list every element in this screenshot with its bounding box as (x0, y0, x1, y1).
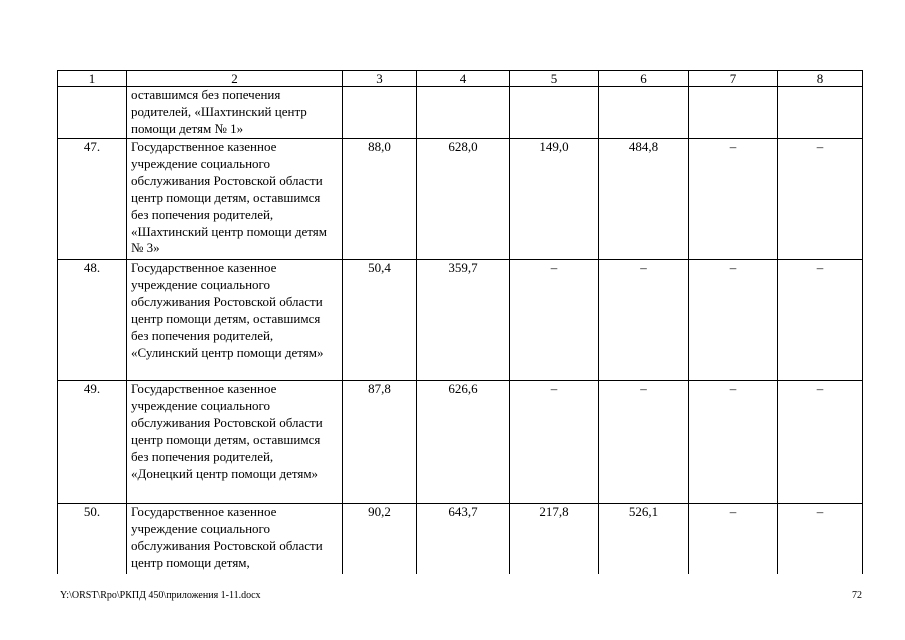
column-number-cell: 2 (127, 71, 343, 87)
column-number-cell: 5 (510, 71, 599, 87)
institution-name-cell: Государственное казенное учреждение социального обслуживания Ростовской области центр помощи детям, оставшимся без попечения родителей, «Донецкий центр помощи детям» (127, 381, 343, 504)
institution-name-cell: Государственное казенное учреждение социального обслуживания Ростовской области центр помощи детям, (127, 504, 343, 574)
value-cell: – (689, 139, 778, 260)
value-cell: 50,4 (343, 260, 417, 381)
institution-name-cell: Государственное казенное учреждение социального обслуживания Ростовской области центр помощи детям, оставшимся без попечения родителей, «Шахтинский центр помощи детям № 3» (127, 139, 343, 260)
appendix-table (57, 70, 863, 574)
value-cell: 643,7 (417, 504, 510, 574)
value-cell: 90,2 (343, 504, 417, 574)
row-number-cell: 48. (58, 260, 127, 381)
value-cell: – (778, 504, 863, 574)
column-number-cell: 1 (58, 71, 127, 87)
table-row (58, 139, 863, 260)
column-number-cell: 4 (417, 71, 510, 87)
value-cell (689, 87, 778, 139)
row-number-cell: 49. (58, 381, 127, 504)
table-row (58, 260, 863, 381)
value-cell: 359,7 (417, 260, 510, 381)
value-cell: 628,0 (417, 139, 510, 260)
page-number: 72 (852, 590, 862, 601)
document-file-path: Y:\ORST\Rpo\РКПД 450\приложения 1-11.docx (60, 590, 261, 601)
value-cell: – (599, 381, 689, 504)
value-cell: 149,0 (510, 139, 599, 260)
value-cell: – (599, 260, 689, 381)
column-number-cell: 8 (778, 71, 863, 87)
value-cell: – (510, 260, 599, 381)
institution-name-cell: оставшимся без попечения родителей, «Шахтинский центр помощи детям № 1» (127, 87, 343, 139)
table-row (58, 381, 863, 504)
value-cell (778, 87, 863, 139)
value-cell (417, 87, 510, 139)
value-cell (510, 87, 599, 139)
value-cell: – (689, 504, 778, 574)
value-cell: – (689, 260, 778, 381)
institution-name-cell: Государственное казенное учреждение социального обслуживания Ростовской области центр помощи детям, оставшимся без попечения родителей, «Сулинский центр помощи детям» (127, 260, 343, 381)
row-number-cell: 50. (58, 504, 127, 574)
value-cell: – (778, 381, 863, 504)
column-number-cell: 6 (599, 71, 689, 87)
column-number-row (58, 71, 863, 87)
value-cell: – (778, 260, 863, 381)
value-cell: 217,8 (510, 504, 599, 574)
table-row (58, 504, 863, 574)
value-cell: 626,6 (417, 381, 510, 504)
row-number-cell: 47. (58, 139, 127, 260)
value-cell: 88,0 (343, 139, 417, 260)
column-number-cell: 7 (689, 71, 778, 87)
value-cell: – (778, 139, 863, 260)
table-row (58, 87, 863, 139)
column-number-cell: 3 (343, 71, 417, 87)
row-number-cell (58, 87, 127, 139)
value-cell: – (689, 381, 778, 504)
value-cell: 484,8 (599, 139, 689, 260)
value-cell: 526,1 (599, 504, 689, 574)
value-cell: – (510, 381, 599, 504)
value-cell (343, 87, 417, 139)
value-cell (599, 87, 689, 139)
value-cell: 87,8 (343, 381, 417, 504)
